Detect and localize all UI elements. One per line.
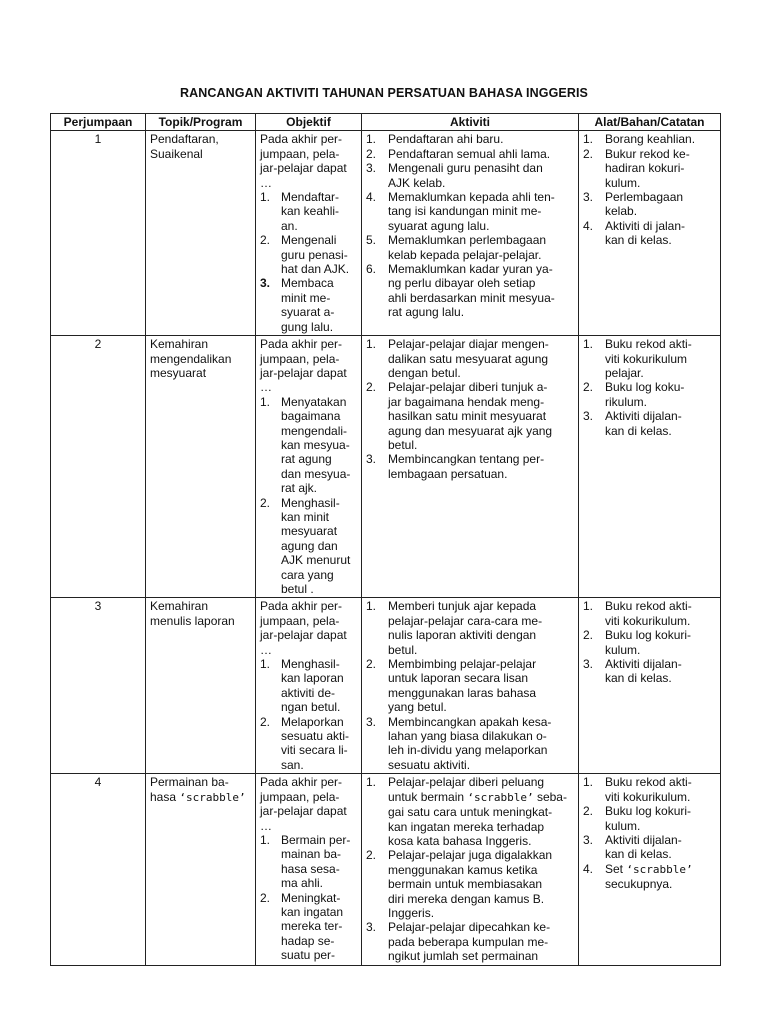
item-text: Memberi tunjuk ajar kepada xyxy=(388,599,537,614)
objective-intro-line: jumpaan, pela- xyxy=(260,613,340,628)
topic-line: Permainan ba- xyxy=(150,775,229,790)
list-item xyxy=(260,190,357,233)
item-text: agung dan mesyuarat ajk yang xyxy=(388,423,553,438)
item-number: 1. xyxy=(260,657,271,672)
list-item xyxy=(583,219,716,248)
item-text: Inggeris. xyxy=(388,905,435,920)
materials-list xyxy=(583,599,716,685)
item-text: Buku rekod akti- xyxy=(605,775,692,790)
item-text: secukupnya. xyxy=(605,877,673,892)
item-number: 3. xyxy=(260,276,271,291)
materials-list xyxy=(583,337,716,438)
item-text: menggunakan laras bahasa xyxy=(388,685,537,700)
item-text: Aktiviti dijalan- xyxy=(605,409,682,424)
item-number: 2. xyxy=(366,146,377,161)
list-item xyxy=(583,862,716,892)
item-number: 1. xyxy=(366,337,377,352)
item-text: dengan betul. xyxy=(388,365,461,380)
item-text: Buku rekod akti- xyxy=(605,337,692,352)
list-item xyxy=(260,833,357,891)
item-text: Mendaftar- xyxy=(281,190,340,205)
item-number: 1. xyxy=(583,337,594,352)
list-item xyxy=(260,891,357,963)
item-text: kelab. xyxy=(605,204,638,219)
list-item xyxy=(260,395,357,496)
item-number: 1. xyxy=(583,132,594,147)
objective-intro-line: jumpaan, pela- xyxy=(260,146,340,161)
item-text: viti kokurikulum. xyxy=(605,613,691,628)
list-item xyxy=(583,599,716,628)
item-number: 4. xyxy=(583,861,594,876)
item-text: kulum. xyxy=(605,175,641,190)
item-text: Buku log kokuri- xyxy=(605,628,692,643)
objective-list xyxy=(260,190,357,334)
objective-intro-line: jar-pelajar dapat xyxy=(260,161,347,176)
item-text: kan mesyua- xyxy=(281,437,350,452)
item-text: syuarat agung lalu. xyxy=(388,218,490,233)
item-text: suatu per- xyxy=(281,948,336,963)
item-number: 3. xyxy=(366,452,377,467)
item-text: viti kokurikulum. xyxy=(605,789,691,804)
materials-cell xyxy=(579,336,721,598)
objective-intro-line: jumpaan, pela- xyxy=(260,789,340,804)
item-text: Pendaftaran semual ahli lama. xyxy=(388,146,551,161)
item-number: 3. xyxy=(583,832,594,847)
topic-line: mesyuarat xyxy=(150,365,207,380)
document-title: RANCANGAN AKTIVITI TAHUNAN PERSATUAN BAHASA INGGERIS xyxy=(180,86,588,100)
meeting-number: 2 xyxy=(51,336,146,598)
topic-line: mengendalikan xyxy=(150,351,232,366)
table-header-row xyxy=(51,114,721,131)
item-text: rikulum. xyxy=(605,394,648,409)
item-text: untuk laporan secara lisan xyxy=(388,671,529,686)
activity-cell xyxy=(362,598,579,774)
list-item xyxy=(366,337,574,380)
item-text: Pelajar-pelajar juga digalakkan xyxy=(388,848,553,863)
item-text: tang isi kandungan minit me- xyxy=(388,204,542,219)
list-item xyxy=(366,599,574,657)
objective-cell xyxy=(256,336,362,598)
item-number: 3. xyxy=(366,714,377,729)
objective-intro-line: Pada akhir per- xyxy=(260,599,343,614)
activity-list xyxy=(366,337,574,481)
item-text: pelajar-pelajar cara-cara me- xyxy=(388,613,543,628)
topic-line: hasa ‘scrabble’ xyxy=(150,789,246,804)
item-text: Buku log kokuri- xyxy=(605,804,692,819)
activity-list xyxy=(366,599,574,772)
item-number: 6. xyxy=(366,262,377,277)
item-text: kan keahli- xyxy=(281,204,340,219)
item-text: Memaklumkan perlembagaan xyxy=(388,233,547,248)
item-number: 1. xyxy=(260,394,271,409)
list-item xyxy=(366,190,574,233)
list-item xyxy=(260,496,357,597)
list-item xyxy=(366,233,574,262)
item-text: hadiran kokuri- xyxy=(605,161,685,176)
topic-line: Kemahiran xyxy=(150,337,209,352)
item-text: lembagaan persatuan. xyxy=(388,466,508,481)
item-text: Set ‘scrabble’ xyxy=(605,861,693,876)
objective-intro-line: Pada akhir per- xyxy=(260,132,343,147)
item-text: agung dan xyxy=(281,538,338,553)
header-objektif: Objektif xyxy=(256,114,362,131)
topic-cell xyxy=(146,598,256,774)
header-aktiviti: Aktiviti xyxy=(362,114,579,131)
item-text: Aktiviti di jalan- xyxy=(605,218,686,233)
item-text: yang betul. xyxy=(388,700,447,715)
item-text: ahli berdasarkan minit mesyua- xyxy=(388,290,555,305)
item-text: dan mesyua- xyxy=(281,466,351,481)
objective-cell xyxy=(256,598,362,774)
item-text: diri mereka dengan kamus B. xyxy=(388,891,545,906)
item-text: kan ingatan xyxy=(281,904,344,919)
item-number: 2. xyxy=(366,380,377,395)
item-text: Bukur rekod ke- xyxy=(605,146,690,161)
item-text: kan di kelas. xyxy=(605,847,672,862)
item-text: syuarat a- xyxy=(281,305,335,320)
header-perjumpaan: Perjumpaan xyxy=(51,114,146,131)
activity-cell xyxy=(362,131,579,336)
item-text: Melaporkan xyxy=(281,714,344,729)
list-item xyxy=(260,233,357,276)
item-text: aktiviti de- xyxy=(281,685,336,700)
item-text: kulum. xyxy=(605,642,641,657)
item-text: betul. xyxy=(388,437,418,452)
table-row xyxy=(51,774,721,965)
item-number: 3. xyxy=(366,920,377,935)
item-text: kan minit xyxy=(281,509,330,524)
item-text: betul. xyxy=(388,642,418,657)
item-number: 3. xyxy=(583,190,594,205)
objective-list xyxy=(260,657,357,772)
list-item xyxy=(366,147,574,161)
activity-cell xyxy=(362,336,579,598)
list-item xyxy=(366,848,574,920)
objective-intro-line: … xyxy=(260,642,272,657)
item-number: 2. xyxy=(260,714,271,729)
item-number: 1. xyxy=(260,190,271,205)
item-text: mesyuarat xyxy=(281,524,338,539)
item-text: ngan betul. xyxy=(281,700,341,715)
item-text: san. xyxy=(281,757,304,772)
item-text: ma ahli. xyxy=(281,876,324,891)
item-text: sesuatu akti- xyxy=(281,729,350,744)
list-item xyxy=(583,380,716,409)
item-text: mainan ba- xyxy=(281,847,342,862)
item-text: Buku log koku- xyxy=(605,380,685,395)
objective-list xyxy=(260,395,357,597)
item-text: untuk bermain ‘scrabble’ seba- xyxy=(388,789,567,804)
item-text: Pelajar-pelajar diberi tunjuk a- xyxy=(388,380,548,395)
list-item xyxy=(583,833,716,862)
item-text: Pelajar-pelajar diajar mengen- xyxy=(388,337,549,352)
item-text: Membincangkan apakah kesa- xyxy=(388,714,552,729)
item-text: kelab kepada pelajar-pelajar. xyxy=(388,247,542,262)
item-number: 2. xyxy=(260,495,271,510)
table-row xyxy=(51,598,721,774)
item-text: AJK menurut xyxy=(281,553,351,568)
item-text: rat agung xyxy=(281,452,332,467)
item-text: Memaklumkan kadar yuran ya- xyxy=(388,262,553,277)
item-text: hat dan AJK. xyxy=(281,262,350,277)
meeting-number: 4 xyxy=(51,774,146,965)
item-text: Memaklumkan kepada ahli ten- xyxy=(388,190,555,205)
item-text: Bermain per- xyxy=(281,832,351,847)
materials-list xyxy=(583,775,716,891)
list-item xyxy=(583,132,716,146)
materials-cell xyxy=(579,131,721,336)
objective-intro-line: jar-pelajar dapat xyxy=(260,628,347,643)
list-item xyxy=(260,715,357,773)
list-item xyxy=(583,190,716,219)
item-text: Menyatakan xyxy=(281,394,347,409)
materials-cell xyxy=(579,598,721,774)
scrabble-term: ‘scrabble’ xyxy=(179,790,246,804)
item-text: kan di kelas. xyxy=(605,671,672,686)
item-text: sesuatu aktiviti. xyxy=(388,757,471,772)
item-number: 1. xyxy=(583,599,594,614)
item-text: Aktiviti dijalan- xyxy=(605,657,682,672)
item-text: pelajar. xyxy=(605,365,644,380)
item-text: nulis laporan aktiviti dengan xyxy=(388,628,537,643)
topic-cell xyxy=(146,336,256,598)
objective-intro-line: … xyxy=(260,380,272,395)
list-item xyxy=(366,132,574,146)
scrabble-term: ‘scrabble’ xyxy=(626,862,693,876)
item-number: 2. xyxy=(583,804,594,819)
item-text: gung lalu. xyxy=(281,319,334,334)
item-text: betul . xyxy=(281,582,314,596)
topic-line: Kemahiran xyxy=(150,599,209,614)
item-text: lahan yang biasa dilakukan o- xyxy=(388,729,547,744)
list-item xyxy=(583,147,716,190)
objective-intro-line: Pada akhir per- xyxy=(260,337,343,352)
item-number: 1. xyxy=(366,775,377,790)
item-text: menggunakan kamus ketika xyxy=(388,862,538,877)
item-number: 2. xyxy=(366,657,377,672)
table-body xyxy=(51,131,721,965)
item-text: bermain untuk membiasakan xyxy=(388,877,543,892)
item-text: leh in-dividu yang melaporkan xyxy=(388,743,548,758)
list-item xyxy=(366,452,574,481)
item-number: 1. xyxy=(366,132,377,147)
item-text: Pendaftaran ahi baru. xyxy=(388,132,504,147)
list-item xyxy=(366,775,574,848)
item-number: 4. xyxy=(366,190,377,205)
item-text: mengendali- xyxy=(281,423,348,438)
table-row xyxy=(51,131,721,336)
item-text: pada beberapa kumpulan me- xyxy=(388,934,549,949)
item-text: jar bagaimana hendak meng- xyxy=(388,394,545,409)
item-text: mereka ter- xyxy=(281,919,343,934)
item-text: Mengenali guru penasiht dan xyxy=(388,161,543,176)
list-item xyxy=(583,657,716,686)
activity-list xyxy=(366,775,574,963)
item-number: 2. xyxy=(583,146,594,161)
list-item xyxy=(366,715,574,773)
item-number: 2. xyxy=(260,890,271,905)
topic-cell xyxy=(146,131,256,336)
objective-cell xyxy=(256,131,362,336)
list-item xyxy=(260,276,357,334)
item-text: dalikan satu mesyuarat agung xyxy=(388,351,549,366)
item-text: kan ingatan mereka terhadap xyxy=(388,819,545,834)
item-text: Perlembagaan xyxy=(605,190,684,205)
item-text: viti kokurikulum xyxy=(605,351,688,366)
item-text: Buku rekod akti- xyxy=(605,599,692,614)
item-text: kulum. xyxy=(605,818,641,833)
table-row xyxy=(51,336,721,598)
item-text: Pelajar-pelajar diberi peluang xyxy=(388,775,545,790)
list-item xyxy=(583,775,716,804)
objective-intro-line: … xyxy=(260,818,272,833)
objective-cell xyxy=(256,774,362,965)
item-text: Borang keahlian. xyxy=(605,132,696,147)
topic-line: Pendaftaran, xyxy=(150,132,219,147)
materials-list xyxy=(583,132,716,247)
item-text: Menghasil- xyxy=(281,495,340,510)
item-number: 1. xyxy=(366,599,377,614)
list-item xyxy=(366,262,574,320)
objective-intro-line: Pada akhir per- xyxy=(260,775,343,790)
item-number: 1. xyxy=(583,775,594,790)
item-number: 3. xyxy=(366,161,377,176)
item-text: AJK kelab. xyxy=(388,175,446,190)
item-text: bagaimana xyxy=(281,409,341,424)
item-number: 3. xyxy=(583,657,594,672)
item-text: hasilkan satu minit mesyuarat xyxy=(388,409,547,424)
header-alat-bahan: Alat/Bahan/Catatan xyxy=(579,114,721,131)
objective-intro-line: jumpaan, pela- xyxy=(260,351,340,366)
item-text: an. xyxy=(281,218,298,233)
item-text: kan di kelas. xyxy=(605,423,672,438)
list-item xyxy=(366,161,574,190)
item-text: minit me- xyxy=(281,290,331,305)
item-text: Membaca xyxy=(281,276,334,291)
item-text: ng perlu dibayar oleh setiap xyxy=(388,276,536,291)
topic-line: Suaikenal xyxy=(150,146,203,161)
item-text: kosa kata bahasa Inggeris. xyxy=(388,833,532,848)
topic-cell xyxy=(146,774,256,965)
item-number: 2. xyxy=(583,628,594,643)
item-text: Membimbing pelajar-pelajar xyxy=(388,657,537,672)
item-number: 1. xyxy=(260,832,271,847)
activity-list xyxy=(366,132,574,319)
item-text: ngikut jumlah set permainan xyxy=(388,949,539,964)
item-text: cara yang xyxy=(281,567,334,582)
item-text: viti secara li- xyxy=(281,743,348,758)
item-number: 3. xyxy=(583,409,594,424)
objective-intro-line: jar-pelajar dapat xyxy=(260,365,347,380)
list-item xyxy=(366,920,574,963)
meeting-number: 3 xyxy=(51,598,146,774)
topic-line: menulis laporan xyxy=(150,613,235,628)
item-text: Menghasil- xyxy=(281,657,340,672)
item-text: Mengenali xyxy=(281,233,337,248)
item-text: rat ajk. xyxy=(281,481,318,496)
list-item xyxy=(583,628,716,657)
item-text: Membincangkan tentang per- xyxy=(388,452,545,467)
item-text: Meningkat- xyxy=(281,890,341,905)
scrabble-term: ‘scrabble’ xyxy=(467,790,534,804)
item-text: rat agung lalu. xyxy=(388,305,465,320)
list-item xyxy=(366,380,574,452)
item-number: 2. xyxy=(583,380,594,395)
header-topik: Topik/Program xyxy=(146,114,256,131)
item-number: 2. xyxy=(366,848,377,863)
materials-cell xyxy=(579,774,721,965)
list-item xyxy=(583,337,716,380)
item-text: kan di kelas. xyxy=(605,233,672,248)
objective-list xyxy=(260,833,357,963)
objective-intro-line: … xyxy=(260,175,272,190)
item-number: 4. xyxy=(583,218,594,233)
list-item xyxy=(583,804,716,833)
item-text: Pelajar-pelajar dipecahkan ke- xyxy=(388,920,551,935)
meeting-number: 1 xyxy=(51,131,146,336)
item-text: guru penasi- xyxy=(281,247,348,262)
item-text: hadap se- xyxy=(281,933,335,948)
item-number: 5. xyxy=(366,233,377,248)
list-item xyxy=(366,657,574,715)
item-text: gai satu cara untuk meningkat- xyxy=(388,805,553,820)
activity-cell xyxy=(362,774,579,965)
item-text: hasa sesa- xyxy=(281,861,340,876)
item-text: kan laporan xyxy=(281,671,344,686)
item-number: 2. xyxy=(260,233,271,248)
list-item xyxy=(260,657,357,715)
item-text: Aktiviti dijalan- xyxy=(605,832,682,847)
activity-plan-table xyxy=(50,113,721,966)
list-item xyxy=(583,409,716,438)
objective-intro-line: jar-pelajar dapat xyxy=(260,804,347,819)
